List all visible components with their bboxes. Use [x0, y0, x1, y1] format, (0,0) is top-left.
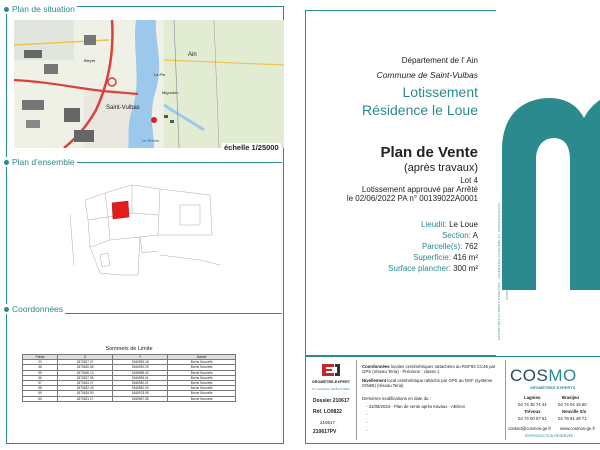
reproduction-notice: REPRODUCTION RÉSERVÉE: [525, 434, 574, 438]
plancher-row: [388, 264, 478, 273]
number-label: 210617: [320, 420, 336, 425]
coords-table-block: [22, 346, 236, 402]
situation-title-text: Plan de situation: [12, 4, 75, 14]
lieudit-label: Lieudit:: [421, 220, 447, 229]
section-value: A: [472, 231, 478, 240]
bullet-icon: [4, 307, 9, 312]
table-cell: 1870631.17: [58, 396, 113, 401]
modif-line: -: [366, 412, 368, 417]
plan-title: Plan de Vente: [380, 144, 478, 161]
modif-line: - 31/08/2023 - Plan de vente après travaux - AB/revi: [366, 404, 465, 409]
table-cell: 60: [23, 396, 58, 401]
geometre-expert-logo-icon: [320, 362, 342, 378]
table-cell: 5166990.25: [113, 365, 168, 370]
ge-number: N° inscription 2018 C2 0002: [312, 387, 350, 391]
table-cell: 5166983.01: [113, 375, 168, 380]
office-tel: 04 78 91 48 71: [558, 416, 587, 421]
table-cell: 1870627.37: [58, 360, 113, 365]
logo-part: S: [536, 366, 549, 385]
superficie-row: [413, 253, 478, 262]
logo-subtitle: GÉOMÈTRES EXPERTS: [530, 385, 576, 390]
departement-label: Département de l' Ain: [401, 56, 478, 65]
table-cell: 5166980.21: [113, 381, 168, 386]
dossier-label: Dossier 210617: [313, 398, 350, 404]
lotissement-title: Lotissement: [402, 84, 478, 100]
plancher-label: Surface plancher:: [388, 264, 451, 273]
table-cell: Borne Nouvelle: [168, 386, 236, 391]
email-link[interactable]: contact@cosmos-ge.fr: [508, 426, 552, 431]
topographic-map-graphic: [14, 20, 284, 148]
table-cell: 59: [23, 391, 58, 396]
map-scale-label: échelle 1/25000: [224, 143, 279, 152]
office-name: Trévoux: [524, 409, 541, 414]
table-cell: 22: [23, 360, 58, 365]
map-label: Saint-Vulbas: [106, 105, 140, 111]
coordinates-note: [362, 364, 502, 374]
office-name: Brasijeu: [562, 395, 579, 400]
situation-section-title: [2, 4, 77, 14]
table-cell: 1870634.27: [58, 381, 113, 386]
table-cell: 1870637.95: [58, 375, 113, 380]
nivel-text: local centimétrique rattaché par GPS au NGF (système IGN69) (réseau Teria): [362, 378, 493, 388]
lot-label: Lot 4: [460, 176, 478, 185]
table-cell: 58: [23, 386, 58, 391]
website-link[interactable]: www.cosmos-ge.fr: [560, 426, 596, 431]
ensemble-title-text: Plan d'ensemble: [12, 157, 75, 167]
ge-label: GÉOMÈTRE-EXPERT: [311, 380, 351, 384]
vertical-text: GÉOMÈTRES-EXPERTS ASSOCIÉS · INGÉNIERIE FONCIÈRE ET TOPOGRAPHIQUE: [497, 202, 501, 340]
modif-title: Dernières modifications en date du :: [362, 396, 431, 401]
bullet-icon: [4, 160, 9, 165]
plan-subtitle: (après travaux): [404, 162, 478, 174]
column-header: Y: [113, 355, 168, 360]
table-cell: Borne Nouvelle: [168, 396, 236, 401]
bullet-icon: [4, 7, 9, 12]
logo-part: MO: [548, 366, 577, 385]
logo-part: CO: [510, 366, 537, 385]
map-label: Bléyre: [84, 58, 96, 63]
lieudit-row: [421, 220, 478, 229]
column-header: Nature: [168, 355, 236, 360]
superficie-label: Superficie:: [413, 253, 451, 262]
table-cell: 5166978.95: [113, 391, 168, 396]
table-cell: 1870630.55: [58, 365, 113, 370]
office-name: Lagnieu: [524, 395, 541, 400]
table-cell: 1870632.40: [58, 386, 113, 391]
table-cell: Borne Nouvelle: [168, 365, 236, 370]
table-cell: 55: [23, 370, 58, 375]
approval-line: Lotissement approuvé par Arrêté: [361, 185, 478, 194]
map-label: Mignoton: [162, 90, 179, 95]
map-label: Ain: [188, 52, 197, 58]
table-cell: 5166987.55: [113, 396, 168, 401]
nivel-bold: Nivellement: [362, 378, 387, 383]
approval-line: le 02/06/2022 PA n° 00139022A0001: [346, 194, 478, 203]
table-cell: 1870628.90: [58, 391, 113, 396]
coord-bold: Coordonnées: [362, 364, 390, 369]
coords-table-title: Sommets de Limite: [105, 346, 153, 352]
office-tel: 04 74 00 07 61: [518, 416, 547, 421]
office-tel: 04 74 04 19 60: [558, 402, 587, 407]
parcelle-value: 762: [464, 242, 478, 251]
lieudit-value: Le Loue: [449, 220, 478, 229]
table-cell: 5166988.40: [113, 370, 168, 375]
section-row: [442, 231, 478, 240]
coords-table: [22, 354, 236, 402]
map-label: Le Rhône: [142, 138, 160, 143]
column-header: Points: [23, 355, 58, 360]
parcelle-label: Parcelle(s):: [421, 242, 463, 251]
table-cell: 57: [23, 381, 58, 386]
table-cell: Borne Nouvelle: [168, 381, 236, 386]
table-cell: 38: [23, 365, 58, 370]
cartouche-divider: [505, 360, 506, 440]
ensemble-plan: [60, 175, 275, 285]
section-label: Section:: [441, 231, 471, 240]
cosmos-logo: [510, 366, 577, 386]
monogram-m-icon: [488, 90, 600, 300]
parcel-plan-graphic: [60, 175, 275, 285]
table-cell: Borne Nouvelle: [168, 360, 236, 365]
table-cell: 5166981.00: [113, 386, 168, 391]
table-cell: 5166983.18: [113, 360, 168, 365]
parcelle-row: [422, 242, 478, 251]
residence-title: Résidence le Loue: [362, 102, 478, 118]
commune-label: Commune de Saint-Vulbas: [376, 70, 478, 80]
pv-label: 210617PV: [313, 429, 337, 435]
ensemble-section-title: [2, 157, 77, 167]
table-row: [23, 396, 236, 401]
table-cell: 1870636.10: [58, 370, 113, 375]
table-cell: Borne Nouvelle: [168, 391, 236, 396]
cosmos-monogram: [488, 90, 600, 305]
map-label: La Pie: [154, 72, 166, 77]
cartouche-divider: [356, 360, 357, 440]
coords-section-title: [2, 304, 65, 314]
office-name: Neuville S/s: [562, 409, 587, 414]
table-cell: Borne Nouvelle: [168, 375, 236, 380]
leveling-note: [362, 378, 502, 388]
plancher-value: 300 m²: [453, 264, 478, 273]
modif-line: -: [366, 420, 368, 425]
table-cell: Borne Nouvelle: [168, 370, 236, 375]
column-header: X: [58, 355, 113, 360]
superficie-value: 416 m²: [453, 253, 478, 262]
ref-label: Réf. LO0822: [313, 409, 342, 415]
coords-title-text: Coordonnées: [12, 304, 64, 314]
situation-map: [14, 20, 284, 148]
table-cell: 56: [23, 375, 58, 380]
modif-line: -: [366, 428, 368, 433]
coord-text: locales centimétriques rattachées au RGF93 CC46 par GPS (réseau Teria) · Précision : classe 1: [362, 364, 496, 374]
office-tel: 04 74 35 74 44: [518, 402, 547, 407]
